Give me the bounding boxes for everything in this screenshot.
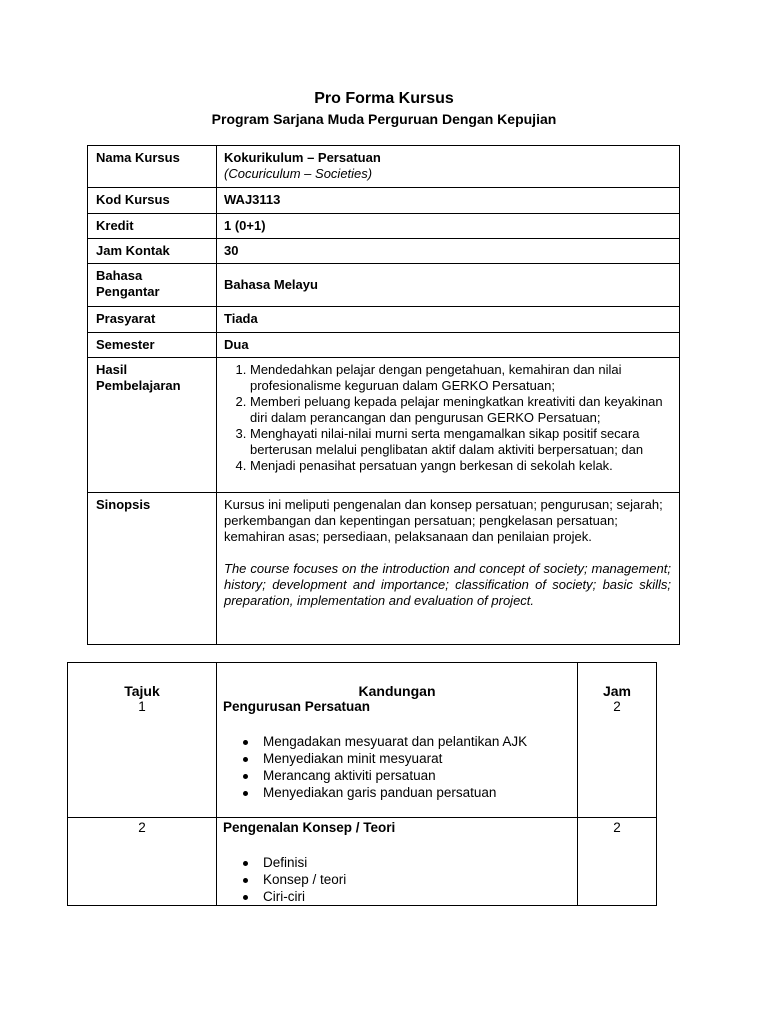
hasil-item: 3. Menghayati nilai-nilai murni serta mengamalkan sikap positif secara berterusan melalui penglibatan aktif dalam aktiviti berpersatuan; dan bbox=[250, 426, 671, 458]
value-kredit: 1 (0+1) bbox=[217, 214, 680, 239]
value-bahasa-pengantar: Bahasa Melayu bbox=[217, 264, 680, 307]
label-sinopsis: Sinopsis bbox=[88, 493, 217, 645]
header-kandungan: Kandungan bbox=[217, 663, 578, 699]
label-semester: Semester bbox=[88, 333, 217, 358]
row-nama-kursus bbox=[88, 146, 680, 188]
value-nama-kursus-en: (Cocuriculum – Societies) bbox=[224, 166, 373, 181]
label-nama-kursus: Nama Kursus bbox=[88, 146, 217, 188]
label-kod-kursus: Kod Kursus bbox=[88, 188, 217, 214]
kandungan-title: Pengenalan Konsep / Teori bbox=[223, 820, 396, 835]
row-bahasa-pengantar bbox=[88, 264, 680, 307]
label-prasyarat: Prasyarat bbox=[88, 307, 217, 333]
jam-value: 2 bbox=[578, 818, 657, 906]
value-kod-kursus: WAJ3113 bbox=[217, 188, 680, 214]
course-info-table bbox=[87, 145, 680, 645]
document-title: Pro Forma Kursus bbox=[314, 90, 454, 107]
header-tajuk: Tajuk bbox=[68, 663, 217, 699]
list-item: Konsep / teori bbox=[263, 871, 571, 888]
topics-header-row bbox=[68, 663, 657, 699]
kandungan-cell bbox=[217, 699, 578, 818]
hasil-item: 2. Memberi peluang kepada pelajar meningkatkan kreativiti dan keyakinan diri dalam perancangan dan pengurusan GERKO Persatuan; bbox=[250, 394, 671, 426]
label-jam-kontak: Jam Kontak bbox=[88, 239, 217, 264]
hasil-item: 4. Menjadi penasihat persatuan yangn berkesan di sekolah kelak. bbox=[250, 458, 671, 474]
list-item: Definisi bbox=[263, 854, 571, 871]
row-sinopsis bbox=[88, 493, 680, 645]
header-jam: Jam bbox=[578, 663, 657, 699]
table-row bbox=[68, 699, 657, 818]
document-subtitle: Program Sarjana Muda Perguruan Dengan Kepujian bbox=[211, 111, 557, 127]
table-row bbox=[68, 818, 657, 906]
row-semester bbox=[88, 333, 680, 358]
kandungan-title: Pengurusan Persatuan bbox=[223, 698, 371, 714]
hasil-item: 1. Mendedahkan pelajar dengan pengetahuan, kemahiran dan nilai profesionalisme keguruan dalam GERKO Persatuan; bbox=[250, 362, 671, 394]
value-prasyarat: Tiada bbox=[217, 307, 680, 333]
list-item: Mengadakan mesyuarat dan pelantikan AJK bbox=[263, 733, 571, 750]
value-jam-kontak: 30 bbox=[217, 239, 680, 264]
row-kredit bbox=[88, 214, 680, 239]
value-nama-kursus: Kokurikulum – Persatuan bbox=[224, 150, 381, 165]
sinopsis-text-ms: Kursus ini meliputi pengenalan dan konsep persatuan; pengurusan; sejarah; perkembangan dan kepentingan persatuan; pengkelasan persatuan; kemahiran asas; persediaan, pelaksanaan dan penilaian projek. bbox=[224, 497, 663, 544]
value-semester: Dua bbox=[217, 333, 680, 358]
row-hasil-pembelajaran bbox=[88, 358, 680, 493]
kandungan-cell bbox=[217, 818, 578, 906]
hasil-pembelajaran-list bbox=[217, 358, 680, 493]
label-hasil-pembelajaran: Hasil Pembelajaran bbox=[88, 358, 217, 493]
row-prasyarat bbox=[88, 307, 680, 333]
list-item: Menyediakan garis panduan persatuan bbox=[263, 784, 571, 801]
list-item: Menyediakan minit mesyuarat bbox=[263, 750, 571, 767]
list-item: Merancang aktiviti persatuan bbox=[263, 767, 571, 784]
sinopsis-content bbox=[217, 493, 680, 645]
tajuk-number: 2 bbox=[68, 818, 217, 906]
tajuk-number: 1 bbox=[68, 699, 217, 818]
jam-value: 2 bbox=[578, 699, 657, 818]
sinopsis-text-en: The course focuses on the introduction and concept of society; management; history; development and importance; classification of society; basic skills; preparation, implementation and evaluation of project. bbox=[224, 561, 671, 608]
list-item: Ciri-ciri bbox=[263, 888, 571, 905]
label-bahasa-pengantar: Bahasa Pengantar bbox=[88, 264, 217, 307]
topics-table bbox=[67, 662, 657, 906]
row-jam-kontak bbox=[88, 239, 680, 264]
label-kredit: Kredit bbox=[88, 214, 217, 239]
row-kod-kursus bbox=[88, 188, 680, 214]
